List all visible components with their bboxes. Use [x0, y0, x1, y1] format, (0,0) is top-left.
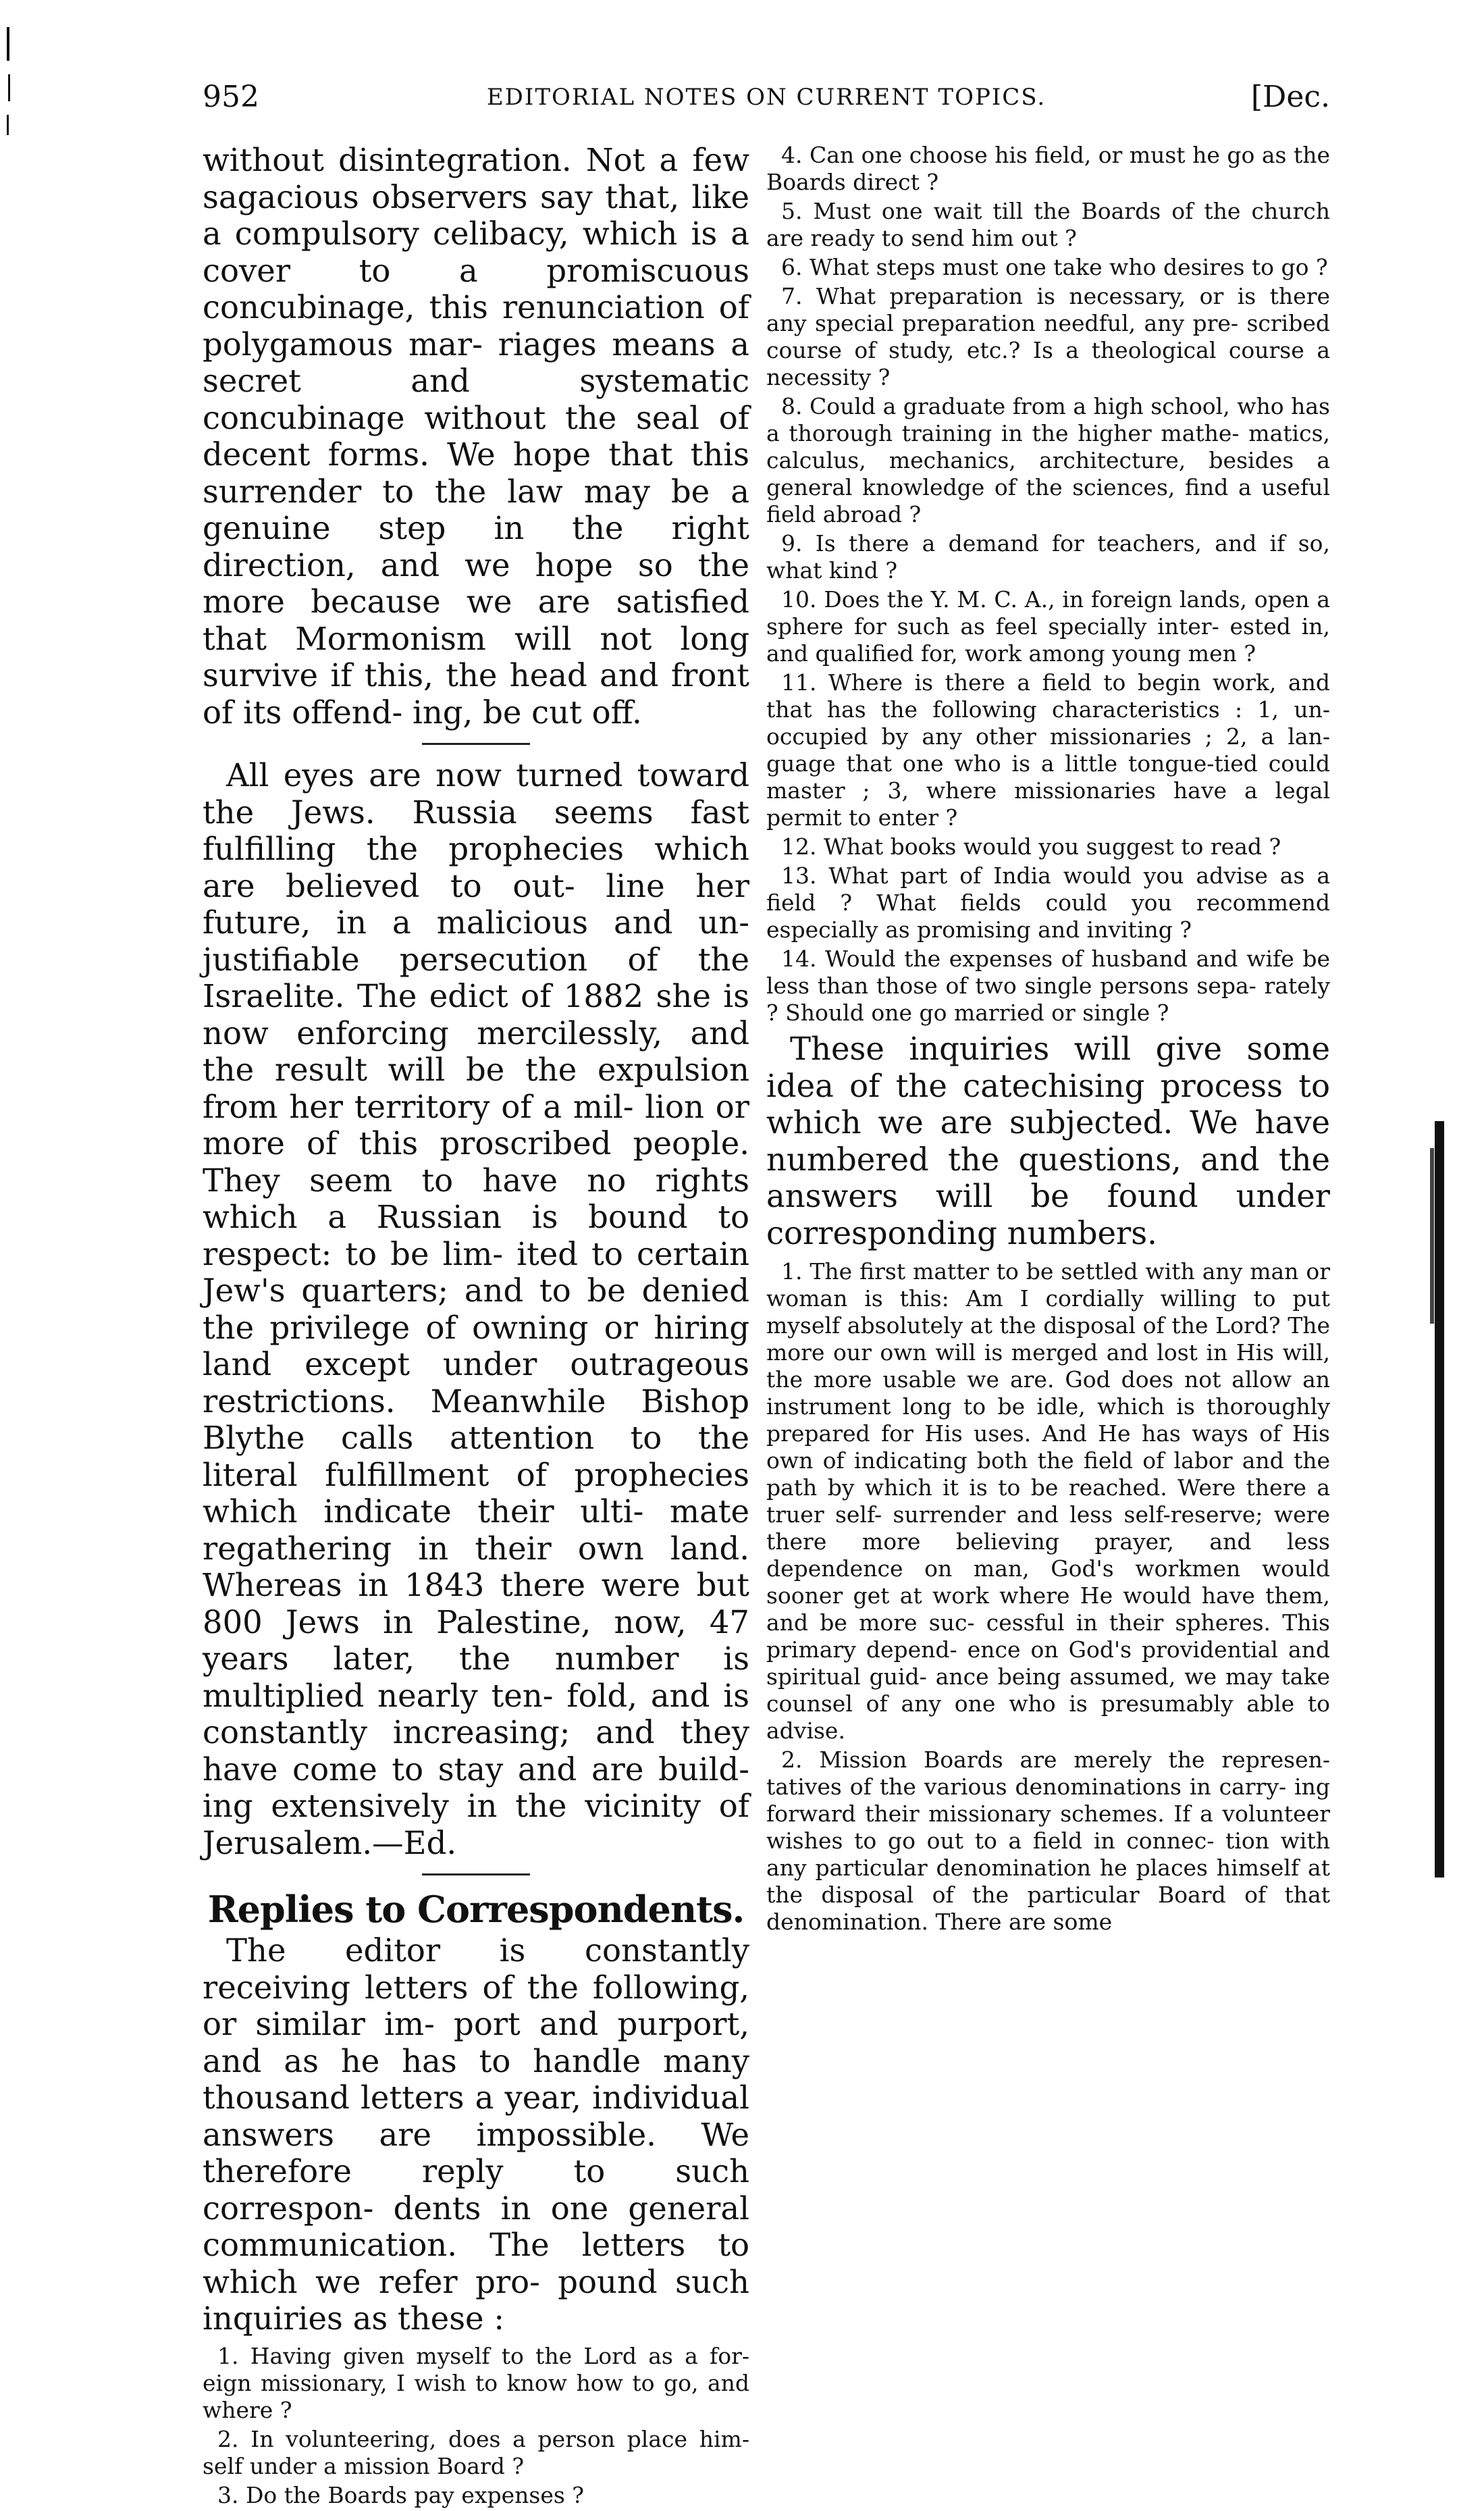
scan-edge-mark: [8, 74, 10, 101]
question-item: 7. What preparation is necessary, or is there any special preparation needful, any pre- scribed course of study, etc.? Is a theological course a necessity ?: [766, 283, 1330, 390]
page-number: 952: [203, 80, 259, 114]
scan-edge-mark: [7, 27, 9, 61]
editor-intro-paragraph: The editor is constantly receiving letters of the following, or similar im- port and purport, and as he has to handle many thousand letters a year, individual answers are impossible. We therefore reply to such correspon- dents in one general communication. The letters to which we refer pro- pound such inquiries as these :: [203, 1932, 749, 2337]
question-item: 6. What steps must one take who desires to go ?: [781, 254, 1328, 280]
section-rule: [422, 1873, 530, 1875]
question-item: 4. Can one choose his field, or must he go as the Boards direct ?: [766, 142, 1330, 195]
question-item: 1. Having given myself to the Lord as a for- eign missionary, I wish to know how to go, and where ?: [203, 2342, 749, 2423]
question-item: 13. What part of India would you advise as a field ? What fields could you recommend especially as promising and inviting ?: [766, 862, 1330, 943]
question-item: 5. Must one wait till the Boards of the church are ready to send him out ?: [766, 198, 1330, 251]
answer-item: 2. Mission Boards are merely the represen- tatives of the various denominations in carry- ing forward their missionary schemes. If a volunteer wishes to go out to a field in connec- tion with any particular denomination he places himself at the disposal of the particular Board of that denomination. There are some: [766, 1746, 1330, 1935]
question-item: 8. Could a graduate from a high school, who has a thorough training in the higher mathe- matics, calculus, mechanics, architecture, besides a general knowledge of the sciences, find a useful field abroad ?: [766, 393, 1330, 527]
running-title: EDITORIAL NOTES ON CURRENT TOPICS.: [486, 84, 1046, 111]
section-heading: Replies to Correspondents.: [207, 1888, 745, 1931]
section-rule: [422, 743, 530, 745]
scan-edge-mark: [1435, 1121, 1444, 1878]
scan-edge-mark: [1430, 1148, 1434, 1324]
jews-paragraph: All eyes are now turned toward the Jews. Russia seems fast fulfilling the prophecies which are believed to out- line her future, in a malicious and un- justifiable persecution of the Israelite. The edict of 1882 she is now enforcing mercilessly, and the result will be the expulsion from her territory of a mil- lion or more of this proscribed people. They seem to have no rights which a Russian is bound to respect: to be lim- ited to certain Jew's quarters; and to be denied the privilege of owning or hiring land except under outrageous restrictions. Meanwhile Bishop Blythe calls attention to the literal fulfillment of prophecies which indicate their ulti- mate regathering in their own land. Whereas in 1843 there were but 800 Jews in Palestine, now, 47 years later, the number is multiplied nearly ten- fold, and is constantly increasing; and they have come to stay and are build- ing extensively in the vicinity of Jerusalem.—Ed.: [203, 757, 749, 1861]
left-column: [203, 142, 749, 2511]
question-item: 10. Does the Y. M. C. A., in foreign lands, open a sphere for such as feel specially inter- ested in, and qualified for, work among young men ?: [766, 586, 1330, 667]
question-item: 3. Do the Boards pay expenses ?: [217, 2481, 585, 2508]
running-header: [203, 80, 1330, 134]
header-month: [Dec.: [1250, 80, 1330, 114]
question-item: 14. Would the expenses of husband and wife be less than those of two single persons sepa- rately ? Should one go married or single ?: [766, 946, 1330, 1026]
answer-item: 1. The first matter to be settled with any man or woman is this: Am I cordially willing to put myself absolutely at the disposal of the Lord? The more our own will is merged and lost in His will, the more usable we are. God does not allow an instrument long to be idle, which is thoroughly prepared for His uses. And He has ways of His own of indicating both the field of labor and the path by which it is to be reached. Were there a truer self- surrender and less self-reserve; were there more believing prayer, and less dependence on man, God's workmen would sooner get at work where He would have them, and be more suc- cessful in their spheres. This primary depend- ence on God's providential and spiritual guid- ance being assumed, we may take counsel of any one who is presumably able to advise.: [766, 1258, 1330, 1744]
question-item: 9. Is there a demand for teachers, and if so, what kind ?: [766, 530, 1330, 584]
scan-edge-mark: [7, 115, 9, 135]
inquiries-paragraph: These inquiries will give some idea of the catechising process to which we are subjected. We have numbered the questions, and the answers will be found under corresponding numbers.: [766, 1031, 1330, 1251]
question-item: 12. What books would you suggest to read ?: [781, 833, 1281, 860]
question-item: 11. Where is there a field to begin work, and that has the following characteristics : 1, un- occupied by any other missionaries ; 2, a lan- guage that one who is a little tongue-tied could master ; 3, where missionaries have a legal permit to enter ?: [766, 669, 1330, 831]
right-column: [766, 142, 1330, 1938]
mormonism-paragraph: without disintegration. Not a few sagacious observers say that, like a compulsory celibacy, which is a cover to a promiscuous concubinage, this renunciation of polygamous mar- riages means a secret and systematic concubinage without the seal of decent forms. We hope that this surrender to the law may be a genuine step in the right direction, and we hope so the more because we are satisfied that Mormonism will not long survive if this, the head and front of its offend- ing, be cut off.: [203, 142, 749, 731]
question-item: 2. In volunteering, does a person place him- self under a mission Board ?: [203, 2425, 749, 2479]
